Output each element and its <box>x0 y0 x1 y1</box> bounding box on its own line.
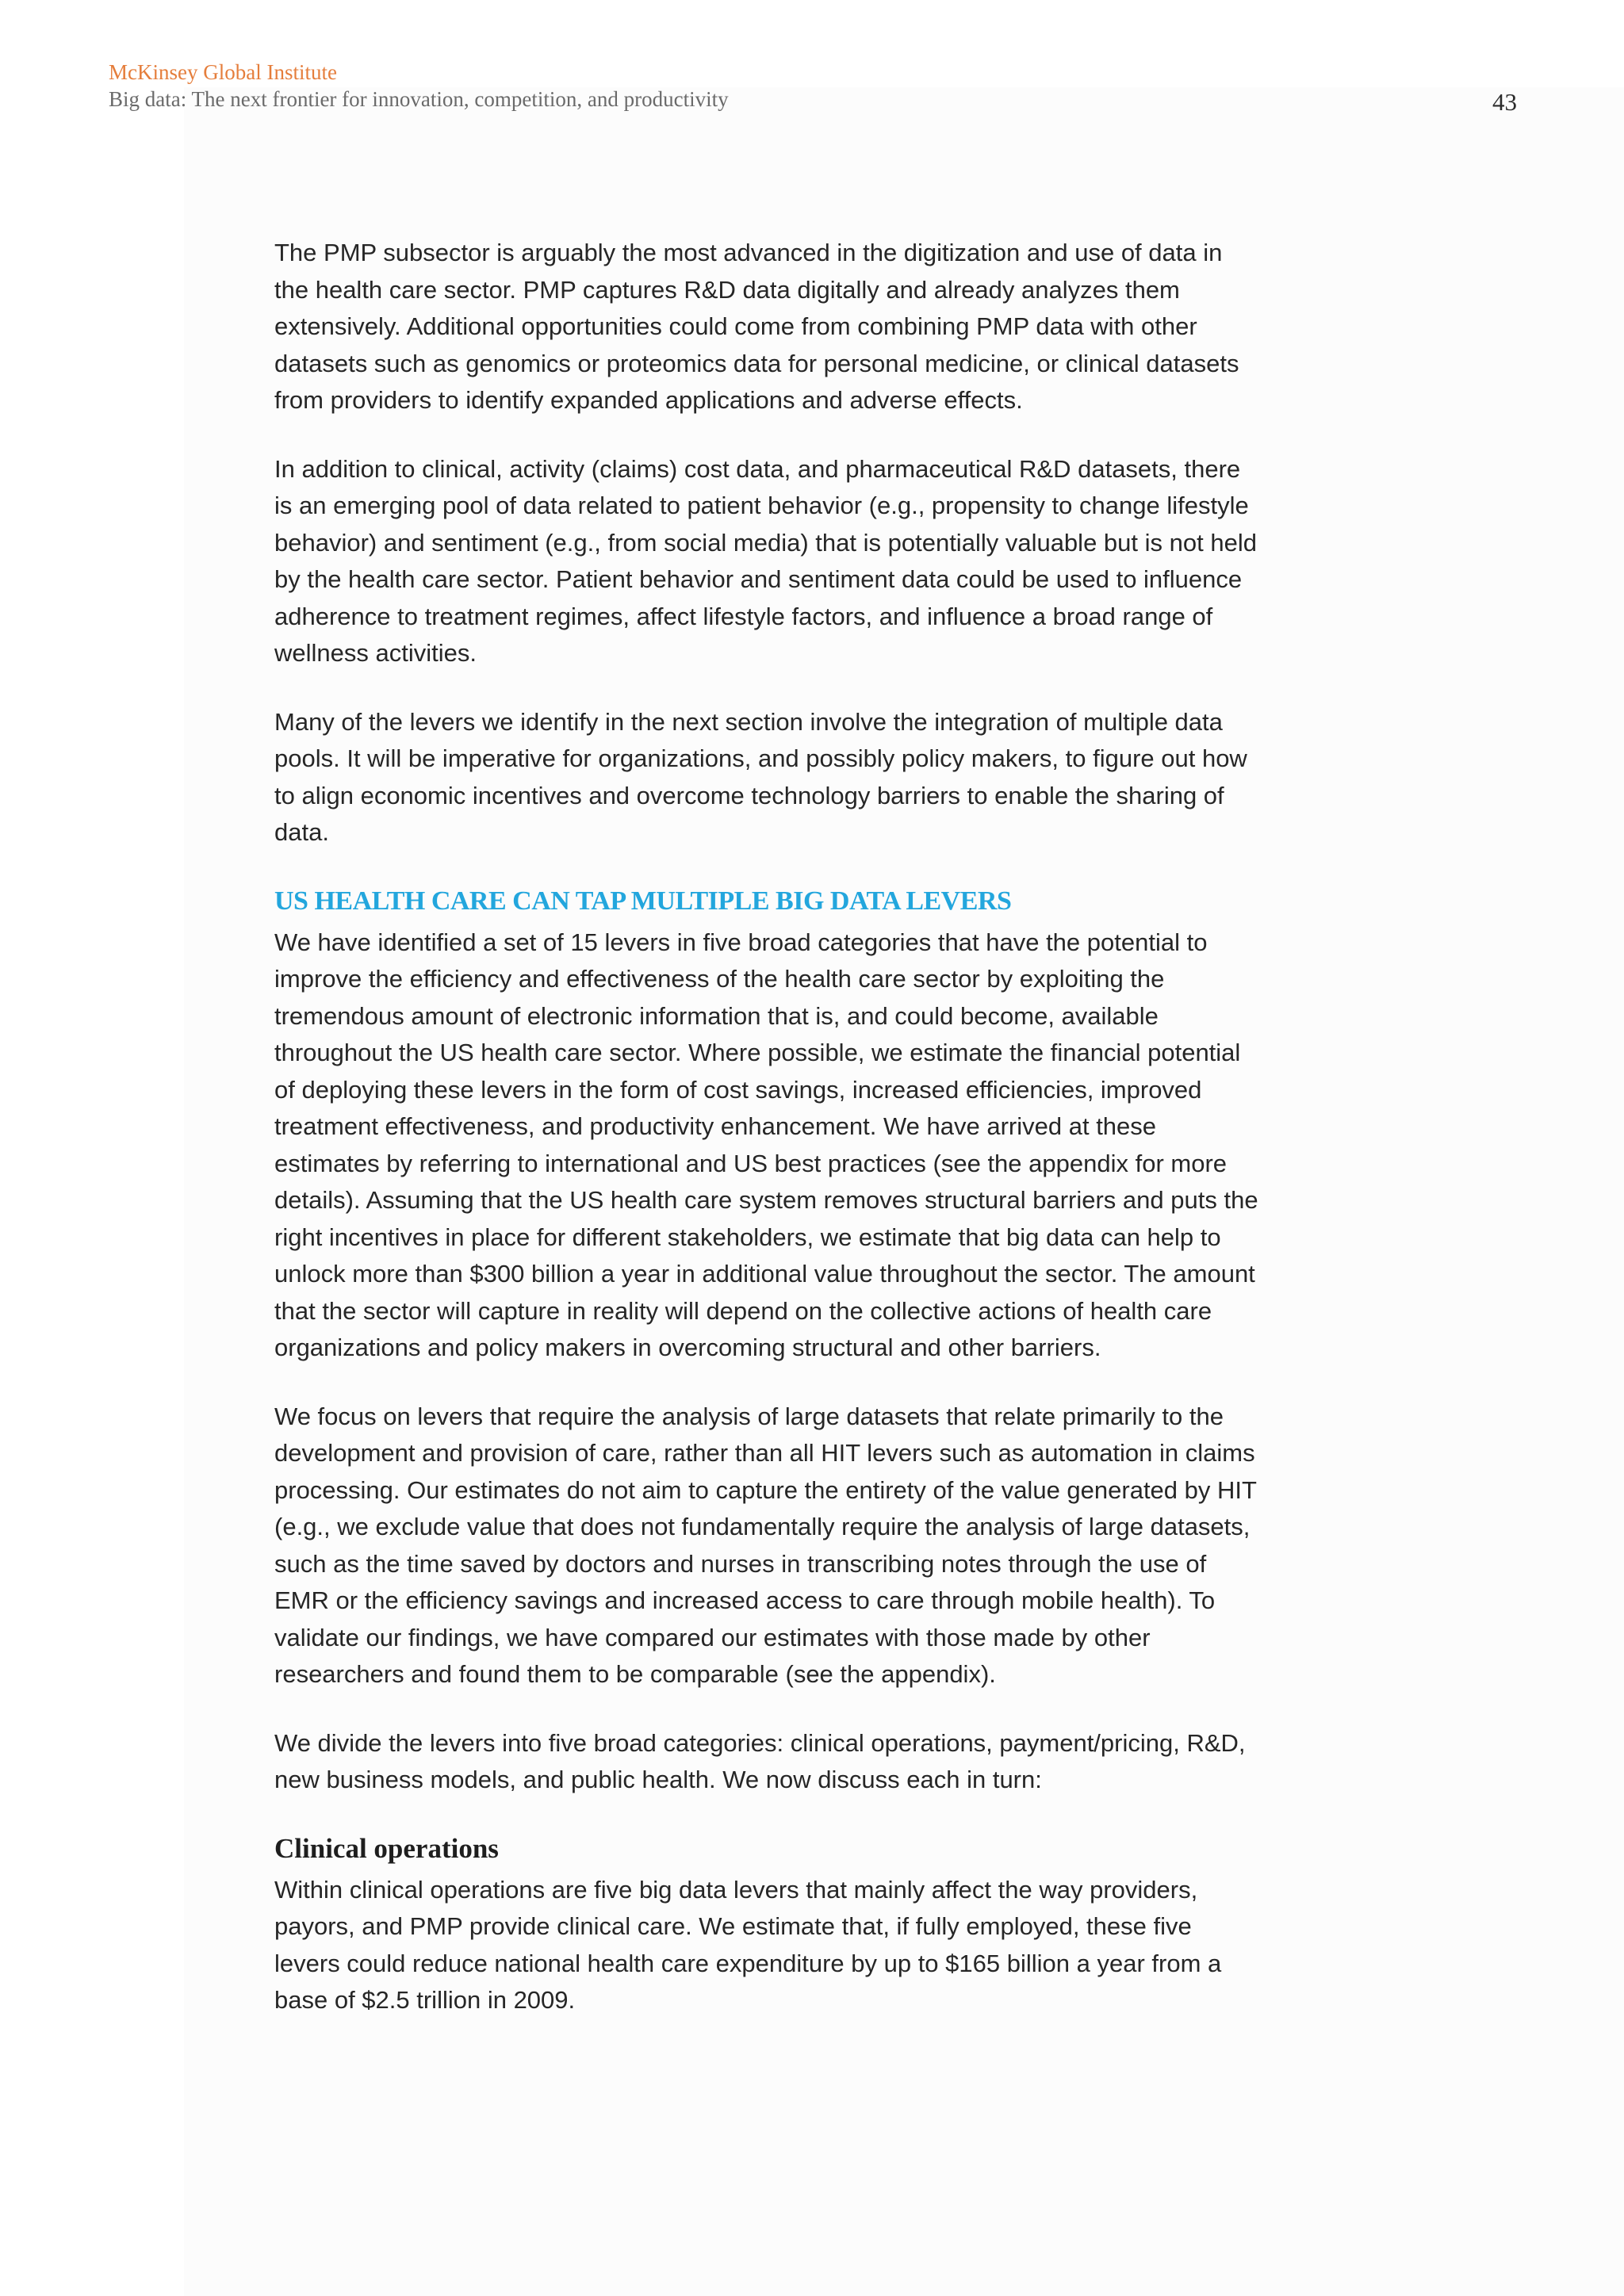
body-text <box>274 235 1262 2019</box>
report-title: Big data: The next frontier for innovation, competition, and productivity <box>109 87 729 111</box>
running-header <box>109 59 729 113</box>
paragraph-data-integration: Many of the levers we identify in the next section involve the integration of multiple data pools. It will be imperative for organizations, and possibly policy makers, to figure out how to align economic incentives and overcome technology barriers to enable the sharing of data. <box>274 707 1247 846</box>
publisher-name: McKinsey Global Institute <box>109 60 337 84</box>
paragraph-fifteen-levers: We have identified a set of 15 levers in five broad categories that have the potential to improve the efficiency and effectiveness of the health care sector by exploiting the tremendous amount of electronic information that is, and could become, available throughout the US health care sector. Where possible, we estimate the financial potential of deploying these levers in the form of cost savings, increased efficiencies, improved treatment effectiveness, and productivity enhancement. We have arrived at these estimates by referring to international and US best practices (see the appendix for more details). Assuming that the US health care system removes structural barriers and puts the right incentives in place for different stakeholders, we estimate that big data can help to unlock more than $300 billion a year in additional value throughout the sector. The amount that the sector will capture in reality will depend on the collective actions of health care organizations and policy makers in overcoming structural and other barriers. <box>274 928 1258 1361</box>
paragraph-clinical-operations: Within clinical operations are five big data levers that mainly affect the way providers, payors, and PMP provide clinical care. We estimate that, if fully employed, these five levers could reduce national health care expenditure by up to $165 billion a year from a base of $2.5 trillion in 2009. <box>274 1875 1222 2014</box>
page-number: 43 <box>1492 88 1517 116</box>
subheading-clinical-operations: Clinical operations <box>274 1832 499 1864</box>
section-heading: US HEALTH CARE CAN TAP MULTIPLE BIG DATA LEVERS <box>274 886 1012 916</box>
paragraph-patient-behavior: In addition to clinical, activity (claims) cost data, and pharmaceutical R&D datasets, there is an emerging pool of data related to patient behavior (e.g., propensity to change lifestyle behavior) and sentiment (e.g., from social media) that is potentially valuable but is not held by the health care sector. Patient behavior and sentiment data could be used to influence adherence to treatment regimes, affect lifestyle factors, and influence a broad range of wellness activities. <box>274 454 1257 667</box>
paragraph-focus-levers: We focus on levers that require the analysis of large datasets that relate primarily to the development and provision of care, rather than all HIT levers such as automation in claims processing. Our estimates do not aim to capture the entirety of the value generated by HIT (e.g., we exclude value that does not fundamentally require the analysis of large datasets, such as the time saved by doctors and nurses in transcribing notes through the use of EMR or the efficiency savings and increased access to care through mobile health). To validate our findings, we have compared our estimates with those made by other researchers and found them to be comparable (see the appendix). <box>274 1402 1257 1688</box>
paragraph-five-categories: We divide the levers into five broad categories: clinical operations, payment/pricing, R&D, new business models, and public health. We now discuss each in turn: <box>274 1728 1246 1793</box>
paragraph-pmp-subsector: The PMP subsector is arguably the most advanced in the digitization and use of data in the health care sector. PMP captures R&D data digitally and already analyzes them extensively. Additional opportunities could come from combining PMP data with other datasets such as genomics or proteomics data for personal medicine, or clinical datasets from providers to identify expanded applications and adverse effects. <box>274 239 1239 414</box>
